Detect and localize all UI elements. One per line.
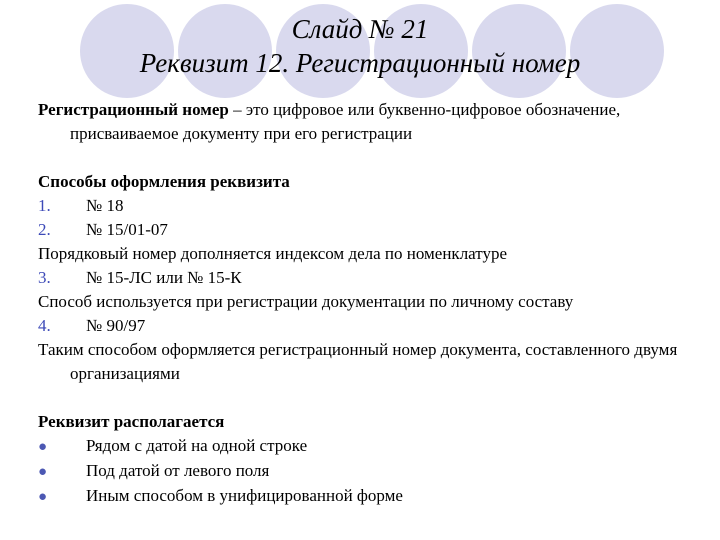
- method-text: № 18: [86, 196, 124, 215]
- method-text: № 15-ЛС или № 15-К: [86, 268, 242, 287]
- method-text: № 90/97: [86, 316, 146, 335]
- method-item: [38, 218, 698, 242]
- method-note: Таким способом оформляется регистрационный номер документа, составленного двумя организациями: [38, 340, 678, 383]
- definition-text: – это цифровое или буквенно-цифровое обозначение, присваиваемое документу при его регистрации: [70, 100, 621, 143]
- placement-heading: Реквизит располагается: [38, 412, 225, 431]
- placement-text: Под датой от левого поля: [86, 461, 270, 480]
- method-number: 3.: [38, 268, 51, 287]
- placement-item: [38, 434, 698, 459]
- bullet-dot-icon: ●: [38, 464, 48, 480]
- placement-item: [38, 484, 698, 509]
- slide-title-line2: Реквизит 12. Регистрационный номер: [139, 48, 581, 78]
- definition-paragraph: [38, 98, 698, 146]
- definition-term: Регистрационный номер: [38, 100, 229, 119]
- slide-title: [0, 12, 720, 80]
- method-item: [38, 314, 698, 338]
- method-note: Способ используется при регистрации документации по личному составу: [38, 292, 574, 311]
- method-note: Порядковый номер дополняется индексом дела по номенклатуре: [38, 244, 508, 263]
- placement-text: Рядом с датой на одной строке: [86, 436, 308, 455]
- method-text: № 15/01-07: [86, 220, 168, 239]
- method-item: [38, 194, 698, 218]
- bullet-dot-icon: ●: [38, 439, 48, 455]
- method-number: 1.: [38, 196, 51, 215]
- placement-item: [38, 459, 698, 484]
- slide-content: [38, 98, 698, 509]
- placement-text: Иным способом в унифицированной форме: [86, 486, 403, 505]
- slide-title-line1: Слайд № 21: [291, 14, 429, 44]
- bullet-dot-icon: ●: [38, 489, 48, 505]
- method-item: [38, 266, 698, 290]
- method-number: 2.: [38, 220, 51, 239]
- methods-heading: Способы оформления реквизита: [38, 172, 290, 191]
- method-number: 4.: [38, 316, 51, 335]
